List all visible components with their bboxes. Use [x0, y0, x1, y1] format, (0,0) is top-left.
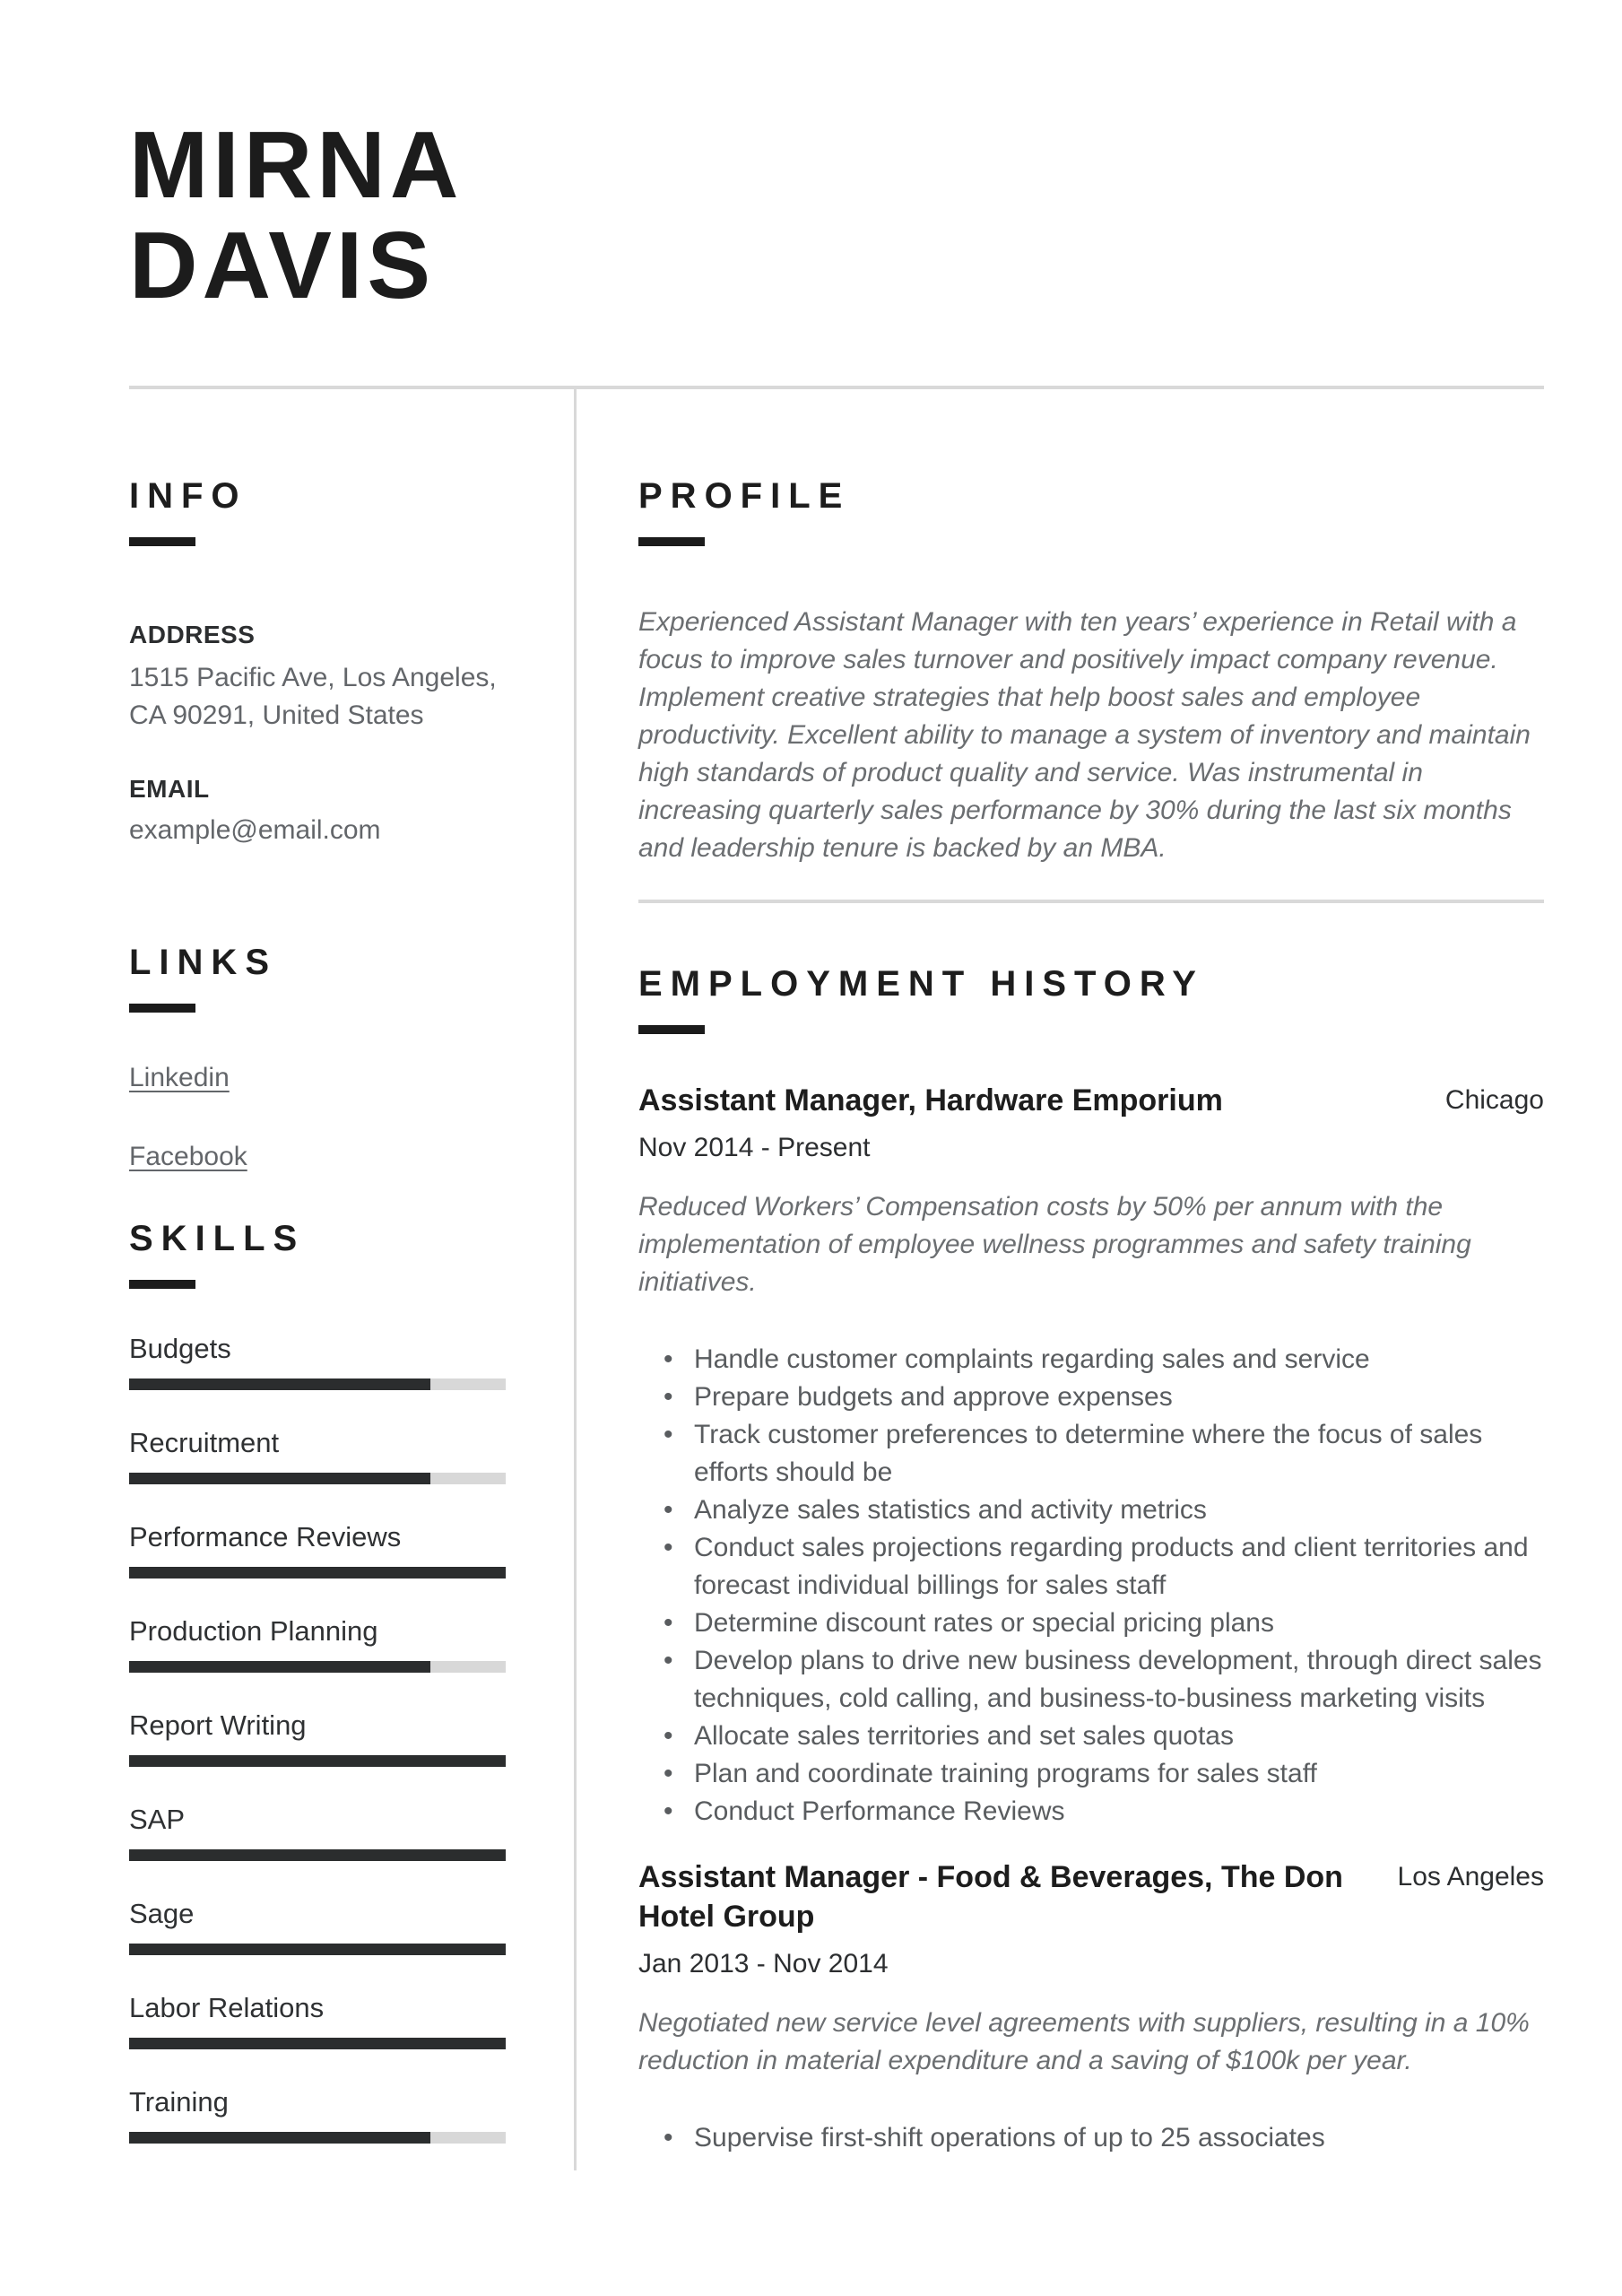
- skill-item: [129, 1989, 506, 2049]
- link-linkedin[interactable]: Linkedin: [129, 1063, 230, 1092]
- skills-list: [129, 1330, 506, 2144]
- info-heading-underline: [129, 537, 195, 546]
- skill-name: Labor Relations: [129, 1992, 325, 2023]
- skill-name: Recruitment: [129, 1427, 280, 1458]
- column-divider-rule: [574, 386, 577, 2170]
- job-location: Chicago: [1444, 1085, 1544, 1115]
- job-bullet: • Conduct sales projections regarding products and client territories and forecast individual billings for sales staff: [638, 1529, 1544, 1605]
- job-bullet: • Allocate sales territories and set sales quotas: [638, 1718, 1544, 1755]
- skills-section: [129, 1221, 506, 2144]
- employment-section: [638, 966, 1544, 2157]
- skill-level-bar-fill: [129, 1755, 506, 1767]
- job-entry: [638, 1081, 1544, 1831]
- job-header: [638, 1857, 1544, 1936]
- skill-level-bar-fill: [129, 1944, 506, 1955]
- job-location: Los Angeles: [1397, 1862, 1544, 1892]
- skill-name: Production Planning: [129, 1615, 378, 1647]
- skill-item: [129, 2083, 506, 2144]
- job-bullet: • Handle customer complaints regarding sales and service: [638, 1341, 1544, 1378]
- job-bullet: • Supervise first-shift operations of up to 25 associates: [638, 2119, 1544, 2157]
- main-content: [638, 478, 1544, 2157]
- job-bullet-list: [638, 2119, 1544, 2157]
- skill-level-bar: [129, 1661, 506, 1673]
- skill-level-bar-fill: [129, 1473, 430, 1484]
- skill-item: [129, 1424, 506, 1484]
- skills-heading: SKILLS: [129, 1219, 306, 1258]
- job-bullet: • Analyze sales statistics and activity metrics: [638, 1492, 1544, 1529]
- skill-level-bar-fill: [129, 1661, 430, 1673]
- candidate-last-name: DAVIS: [129, 213, 436, 318]
- skill-item: [129, 1613, 506, 1673]
- info-section: [129, 478, 506, 849]
- skill-item: [129, 1707, 506, 1767]
- address-value: [129, 659, 506, 735]
- links-heading-underline: [129, 1004, 195, 1013]
- job-bullet: • Plan and coordinate training programs for sales staff: [638, 1755, 1544, 1793]
- skill-name: Performance Reviews: [129, 1521, 402, 1552]
- job-dates: Nov 2014 - Present: [638, 1133, 871, 1162]
- skill-level-bar: [129, 1473, 506, 1484]
- skill-level-bar-fill: [129, 1378, 430, 1390]
- skill-level-bar: [129, 2038, 506, 2049]
- profile-heading: PROFILE: [638, 476, 851, 516]
- job-bullet: • Conduct Performance Reviews: [638, 1793, 1544, 1831]
- job-title: Assistant Manager, Hardware Emporium: [638, 1083, 1223, 1118]
- address-line-1: 1515 Pacific Ave, Los Angeles,: [129, 663, 497, 692]
- jobs-list: [638, 1081, 1544, 2157]
- skill-item: [129, 1518, 506, 1578]
- job-bullet: • Determine discount rates or special pricing plans: [638, 1605, 1544, 1642]
- skill-item: [129, 1895, 506, 1955]
- job-bullet: • Track customer preferences to determine where the focus of sales efforts should be: [638, 1416, 1544, 1492]
- skill-name: SAP: [129, 1804, 186, 1835]
- job-title: Assistant Manager - Food & Beverages, The Don Hotel Group: [638, 1860, 1343, 1934]
- address-label: ADDRESS: [129, 621, 256, 648]
- profile-employment-divider: [638, 900, 1544, 903]
- skill-level-bar: [129, 1567, 506, 1578]
- job-summary: Negotiated new service level agreements with suppliers, resulting in a 10% reduction in material expenditure and a saving of $100k per year.: [638, 2008, 1530, 2075]
- candidate-first-name: MIRNA: [129, 112, 464, 218]
- skill-name: Training: [129, 2086, 229, 2118]
- candidate-name: [129, 112, 464, 318]
- profile-text: Experienced Assistant Manager with ten years’ experience in Retail with a focus to improve sales turnover and positively impact company revenue. Implement creative strategies that help boost sales and employee productivity. Excellent ability to manage a system of inventory and maintain high standards of product quality and service. Was instrumental in increasing quarterly sales performance by 30% during the last six months and leadership tenure is backed by an MBA.: [638, 607, 1531, 863]
- header-divider-rule: [129, 386, 1544, 389]
- skill-name: Report Writing: [129, 1709, 307, 1741]
- job-dates: Jan 2013 - Nov 2014: [638, 1949, 889, 1979]
- employment-heading-underline: [638, 1025, 705, 1034]
- skills-heading-underline: [129, 1280, 195, 1289]
- skill-level-bar: [129, 1849, 506, 1861]
- skill-name: Sage: [129, 1898, 195, 1929]
- info-heading: INFO: [129, 476, 247, 516]
- job-bullet-list: [638, 1341, 1544, 1831]
- job-header: [638, 1081, 1544, 1120]
- skill-level-bar: [129, 1944, 506, 1955]
- skill-item: [129, 1801, 506, 1861]
- links-list: [129, 1059, 506, 1176]
- skill-level-bar-fill: [129, 2132, 430, 2144]
- job-entry: [638, 1857, 1544, 2157]
- skill-level-bar: [129, 1378, 506, 1390]
- job-bullet: • Develop plans to drive new business development, through direct sales techniques, cold calling, and business-to-business marketing visits: [638, 1642, 1544, 1718]
- skill-level-bar-fill: [129, 2038, 506, 2049]
- sidebar: [129, 478, 506, 2178]
- profile-section: [638, 478, 1544, 867]
- skill-level-bar-fill: [129, 1567, 506, 1578]
- skill-level-bar: [129, 1755, 506, 1767]
- address-line-2: CA 90291, United States: [129, 700, 424, 730]
- link-facebook[interactable]: Facebook: [129, 1142, 247, 1171]
- skill-item: [129, 1330, 506, 1390]
- employment-heading: EMPLOYMENT HISTORY: [638, 964, 1204, 1004]
- links-section: [129, 944, 506, 1176]
- skill-level-bar: [129, 2132, 506, 2144]
- profile-heading-underline: [638, 537, 705, 546]
- skill-name: Budgets: [129, 1333, 231, 1364]
- job-bullet: • Prepare budgets and approve expenses: [638, 1378, 1544, 1416]
- skill-level-bar-fill: [129, 1849, 506, 1861]
- email-value: example@email.com: [129, 815, 381, 845]
- job-summary: Reduced Workers’ Compensation costs by 50% per annum with the implementation of employee wellness programmes and safety training initiatives.: [638, 1192, 1471, 1297]
- email-label: EMAIL: [129, 775, 210, 803]
- links-heading: LINKS: [129, 943, 277, 982]
